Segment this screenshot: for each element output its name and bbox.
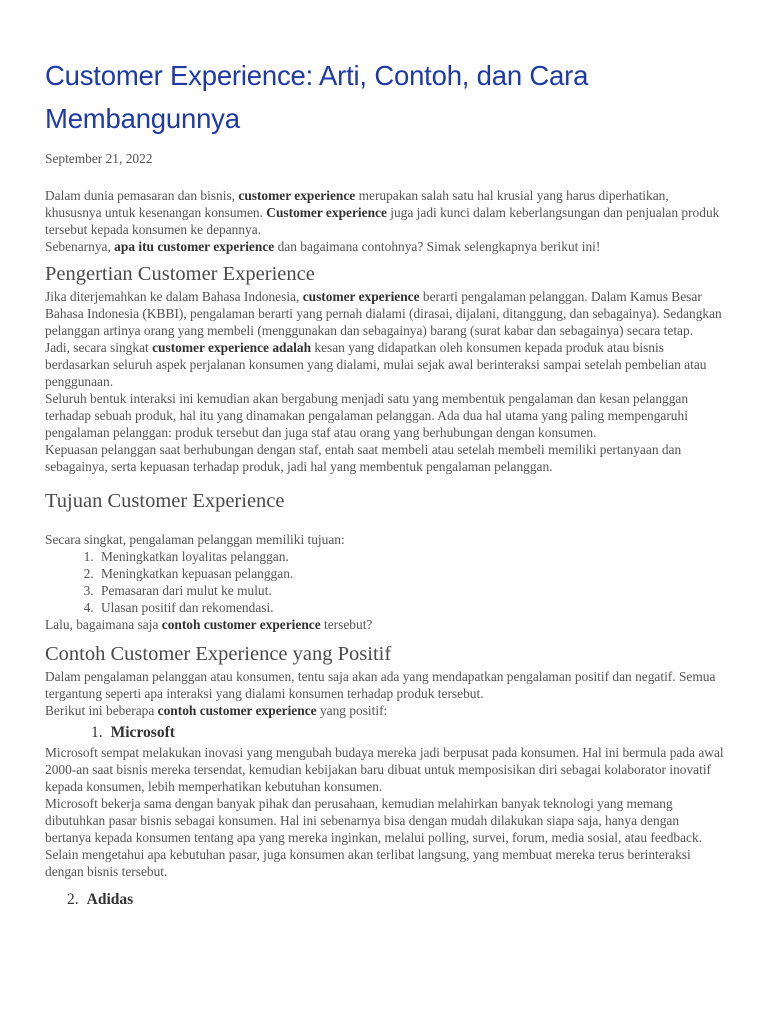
publish-date: September 21, 2022 (45, 151, 153, 166)
microsoft-paragraph-3: Selain mengetahui apa kebutuhan pasar, juga konsumen akan terlibat langsung, yang membuat mereka terus berinteraksi dengan bisnis tersebut. (45, 847, 691, 879)
section-heading-pengertian: Pengertian Customer Experience (45, 263, 315, 285)
pengertian-paragraph-4: Kepuasan pelanggan saat berhubungan dengan staf, entah saat membeli atau setelah membeli memiliki pertanyaan dan sebagainya, serta kepuasan terhadap produk, jadi hal yang membentuk pengalaman pelanggan. (45, 442, 682, 474)
tujuan-list (45, 548, 725, 616)
page-title: Customer Experience: Arti, Contoh, dan Cara Membangunnya (45, 60, 589, 134)
microsoft-paragraph-2: Microsoft bekerja sama dengan banyak pihak dan perusahaan, kemudian melahirkan banyak teknologi yang memang dibutuhkan pasar bisnis sebagai konsumen. Hal ini sebenarnya bisa dengan mudah dilakukan siapa saja, hanya dengan bertanya kepada konsumen tentang apa yang mereka inginkan, melalui polling, survei, forum, media sosial, atau feedback. (45, 796, 703, 845)
subheading-adidas: 2. Adidas (67, 891, 134, 908)
list-item: 3. Pemasaran dari mulut ke mulut. (97, 582, 725, 599)
pengertian-paragraph-1: Jika diterjemahkan ke dalam Bahasa Indonesia, customer experience berarti pengalaman pelanggan. Dalam Kamus Besar Bahasa Indonesia (KBBI), pengalaman berarti yang pernah dialami (dirasai, dijalani, ditanggung, dan sebagainya). Sedangkan pelanggan artinya orang yang membeli (menggunakan dan sebagainya) barang (surat kabar dan sebagainya) secara tetap. (45, 289, 722, 338)
pengertian-paragraph-3: Seluruh bentuk interaksi ini kemudian akan bergabung menjadi satu yang membentuk pengalaman dan kesan pelanggan terhadap sebuah produk, hal itu yang dinamakan pengalaman pelanggan. Ada dua hal utama yang paling mempengaruhi pengalaman pelanggan: produk tersebut dan juga staf atau orang yang berhubungan dengan konsumen. (45, 391, 689, 440)
section-heading-tujuan: Tujuan Customer Experience (45, 490, 285, 512)
list-item: 4. Ulasan positif dan rekomendasi. (97, 599, 725, 616)
tujuan-outro: Lalu, bagaimana saja contoh customer experience tersebut? (45, 617, 373, 632)
contoh-paragraph-2: Berikut ini beberapa contoh customer experience yang positif: (45, 703, 388, 718)
contoh-paragraph-1: Dalam pengalaman pelanggan atau konsumen, tentu saja akan ada yang mendapatkan pengalaman positif dan negatif. Semua tergantung seperti apa interaksi yang dialami konsumen terhadap produk tersebut. (45, 669, 716, 701)
section-heading-contoh: Contoh Customer Experience yang Positif (45, 643, 392, 665)
article (45, 54, 725, 911)
pengertian-paragraph-2: Jadi, secara singkat customer experience adalah kesan yang didapatkan oleh konsumen kepada produk atau bisnis berdasarkan seluruh aspek perjalanan konsumen yang dialami, mulai sejak awal berinteraksi sampai setelah pembelian atau penggunaan. (45, 340, 707, 389)
intro-paragraph-2: Sebenarnya, apa itu customer experience dan bagaimana contohnya? Simak selengkapnya berikut ini! (45, 239, 601, 254)
list-item: 2. Meningkatkan kepuasan pelanggan. (97, 565, 725, 582)
list-item: 1. Meningkatkan loyalitas pelanggan. (97, 548, 725, 565)
intro-paragraph-1: Dalam dunia pemasaran dan bisnis, customer experience merupakan salah satu hal krusial yang harus diperhatikan, khususnya untuk kesenangan konsumen. Customer experience juga jadi kunci dalam keberlangsungan dan penjualan produk tersebut kepada konsumen ke depannya. (45, 188, 720, 237)
subheading-microsoft: 1. Microsoft (91, 724, 175, 741)
microsoft-paragraph-1: Microsoft sempat melakukan inovasi yang mengubah budaya mereka jadi berpusat pada konsumen. Hal ini bermula pada awal 2000-an saat bisnis mereka tersendat, kemudian kebijakan baru dibuat untuk memposisikan diri sebagai kolaborator inovatif kepada konsumen, lebih memperhatikan kebutuhan konsumen. (45, 745, 724, 794)
tujuan-intro: Secara singkat, pengalaman pelanggan memiliki tujuan: (45, 532, 345, 547)
